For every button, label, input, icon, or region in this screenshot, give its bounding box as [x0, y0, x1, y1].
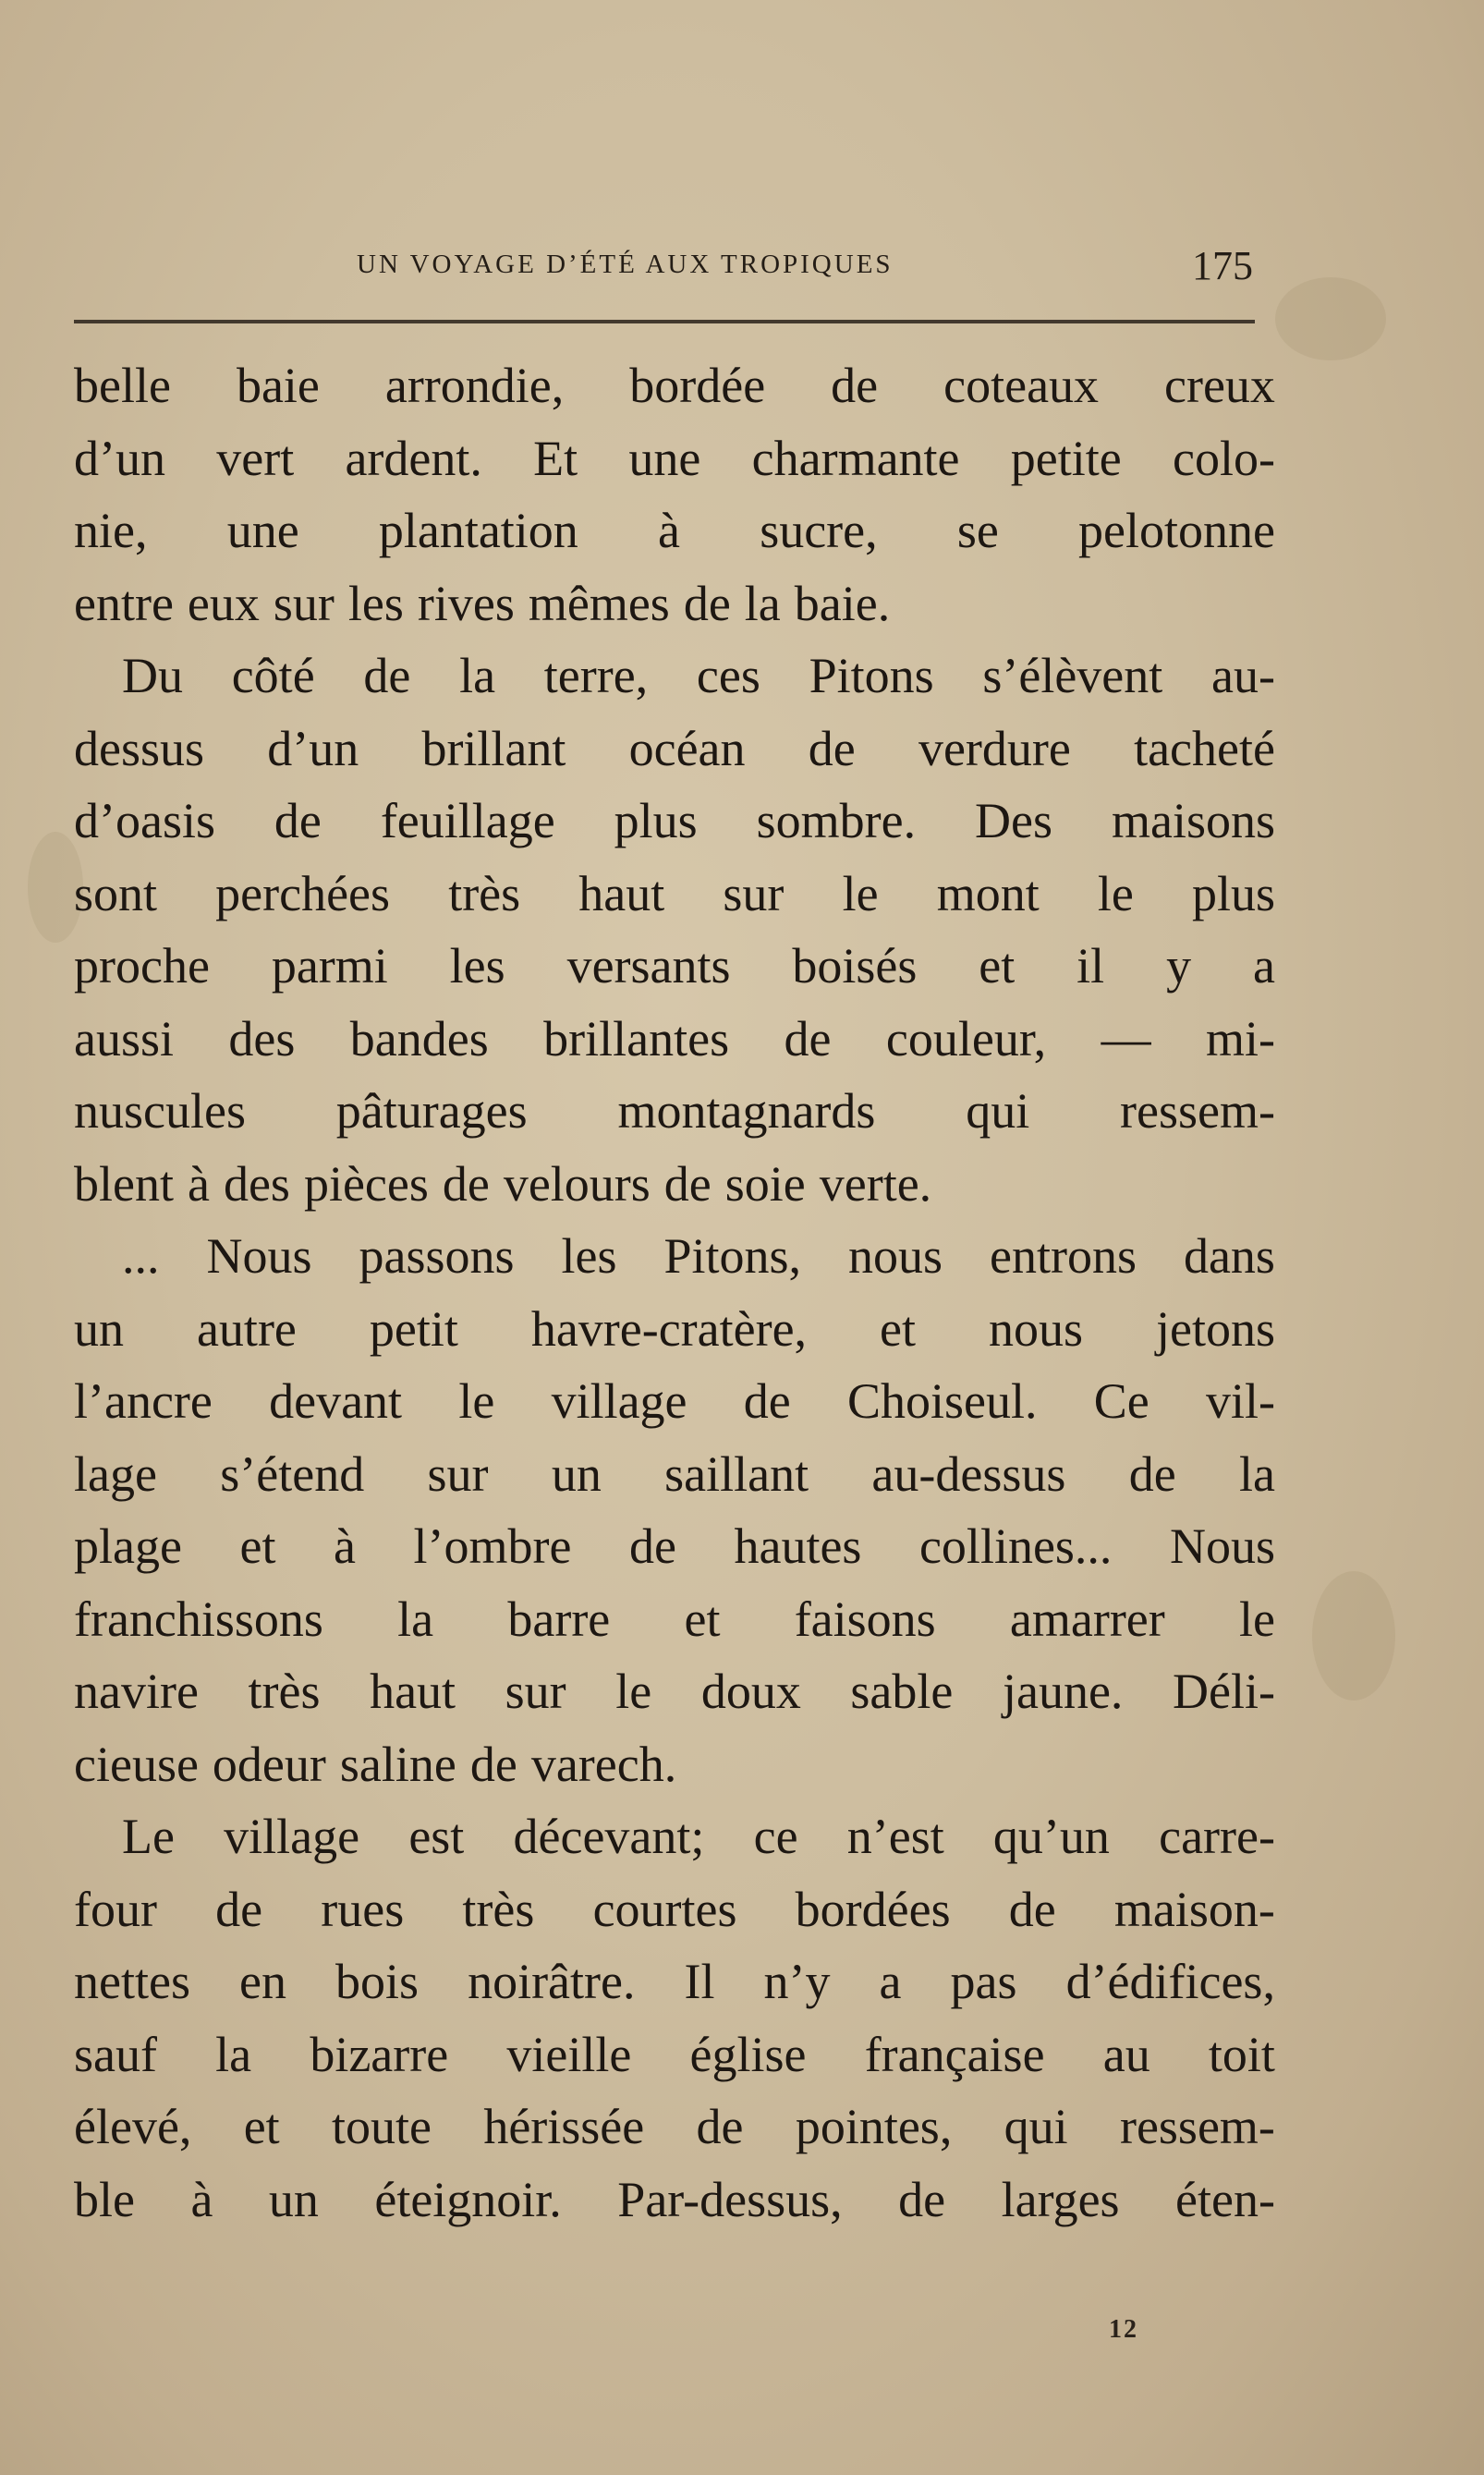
- word: un: [74, 1300, 124, 1357]
- word: n’est: [846, 1809, 944, 1864]
- word: ...: [122, 1228, 160, 1284]
- word: entre: [74, 575, 174, 631]
- word: de: [743, 1373, 791, 1429]
- word: s’élèvent: [982, 648, 1163, 703]
- text-line: [74, 785, 1275, 858]
- word: odeur: [212, 1736, 326, 1792]
- word: cieuse: [74, 1736, 199, 1792]
- text-line: [74, 1873, 1275, 1946]
- word: toit: [1208, 2026, 1275, 2082]
- word: vieille: [506, 2026, 632, 2082]
- word: bizarre: [310, 2026, 449, 2082]
- word: bois: [335, 1954, 420, 2009]
- word: autre: [196, 1300, 297, 1357]
- text-line: [74, 2091, 1275, 2164]
- word: Pitons,: [663, 1228, 802, 1284]
- word: baie.: [794, 575, 891, 631]
- word: de: [898, 2171, 946, 2227]
- word: Du: [122, 648, 183, 703]
- word: Choiseul.: [846, 1373, 1038, 1429]
- word: rives: [417, 575, 515, 631]
- word: il: [1077, 938, 1105, 994]
- word: sur: [505, 1664, 566, 1719]
- word: tacheté: [1134, 720, 1275, 776]
- word: boisés: [792, 938, 918, 994]
- word: éten-: [1175, 2171, 1275, 2227]
- word: des: [228, 1010, 296, 1067]
- word: élevé,: [74, 2099, 192, 2154]
- paper-stain: [1312, 1571, 1395, 1701]
- word: le: [842, 865, 879, 921]
- word: petite: [1010, 430, 1122, 486]
- word: la: [397, 1591, 434, 1647]
- word: faisons: [794, 1591, 936, 1647]
- word: au-dessus: [871, 1445, 1066, 1502]
- word: bordées: [795, 1881, 951, 1937]
- word: carre-: [1159, 1809, 1275, 1864]
- word: Et: [533, 430, 578, 486]
- word: haut: [578, 865, 665, 921]
- word: ressem-: [1120, 1083, 1275, 1139]
- word: qui: [966, 1083, 1030, 1139]
- word: ces: [696, 648, 760, 703]
- text-line: [74, 1438, 1275, 1511]
- word: de: [363, 648, 411, 703]
- word: les: [449, 938, 505, 994]
- word: des: [223, 1155, 290, 1212]
- word: brillant: [421, 720, 566, 776]
- word: nous: [848, 1228, 943, 1284]
- word: à: [187, 1155, 210, 1212]
- word: y: [1166, 938, 1192, 994]
- word: sur: [723, 865, 785, 921]
- running-header: [74, 242, 1275, 288]
- word: terre,: [543, 648, 649, 703]
- text-line: [74, 1003, 1275, 1076]
- word: les: [561, 1228, 617, 1284]
- word: larges: [1001, 2171, 1120, 2227]
- word: village: [224, 1809, 360, 1864]
- word: le: [1097, 865, 1134, 921]
- word: et: [880, 1300, 917, 1357]
- word: sur: [427, 1445, 489, 1502]
- word: verte.: [819, 1155, 932, 1212]
- word: une: [628, 430, 701, 486]
- word: océan: [628, 720, 746, 776]
- word: dessus: [74, 720, 205, 776]
- word: d’un: [267, 720, 359, 776]
- word: la: [215, 2026, 252, 2082]
- word: n’y: [763, 1954, 831, 2009]
- word: perchées: [215, 865, 391, 921]
- word: sable: [850, 1664, 954, 1719]
- word: arrondie,: [384, 358, 565, 413]
- word: de: [696, 2099, 744, 2154]
- word: devant: [269, 1373, 403, 1429]
- word: baie: [236, 358, 320, 413]
- word: proche: [74, 938, 210, 994]
- text-line: [74, 1655, 1275, 1728]
- running-title: UN VOYAGE D’ÉTÉ AUX TROPIQUES: [357, 250, 894, 279]
- text-line: [74, 1148, 1275, 1221]
- word: passons: [359, 1228, 515, 1284]
- word: éteignoir.: [374, 2171, 562, 2227]
- text-line: [74, 1583, 1275, 1656]
- word: jetons: [1155, 1300, 1275, 1357]
- header-rule: [74, 320, 1255, 323]
- word: Nous: [206, 1228, 312, 1284]
- word: barre: [507, 1591, 611, 1647]
- word: charmante: [751, 430, 960, 486]
- word: s’étend: [220, 1445, 365, 1502]
- word: vil-: [1206, 1373, 1275, 1429]
- word: de: [442, 1155, 490, 1212]
- word: à: [190, 2171, 213, 2227]
- word: au: [1102, 2026, 1150, 2082]
- text-line: [74, 1945, 1275, 2018]
- word: plantation: [378, 503, 578, 558]
- word: qui: [1004, 2099, 1068, 2154]
- word: qu’un: [992, 1809, 1110, 1864]
- word: pâturages: [335, 1083, 528, 1139]
- word: d’édifices,: [1065, 1954, 1275, 2009]
- text-line: [74, 494, 1275, 567]
- word: bandes: [349, 1010, 489, 1067]
- word: maison-: [1113, 1881, 1275, 1937]
- word: havre-cratère,: [530, 1300, 808, 1357]
- word: Nous: [1169, 1518, 1275, 1574]
- word: soie: [724, 1155, 806, 1212]
- text-line: [74, 422, 1275, 495]
- word: collines...: [918, 1518, 1113, 1574]
- word: très: [448, 865, 521, 921]
- word: jaune.: [1002, 1664, 1124, 1719]
- word: ardent.: [345, 430, 482, 486]
- word: navire: [74, 1664, 199, 1719]
- word: eux: [187, 575, 260, 631]
- word: de: [215, 1881, 263, 1937]
- word: varech.: [530, 1736, 677, 1792]
- word: un: [268, 2171, 319, 2227]
- word: vert: [216, 430, 295, 486]
- word: nie,: [74, 503, 148, 558]
- word: un: [551, 1445, 602, 1502]
- text-line: [74, 567, 1275, 640]
- word: de: [274, 793, 322, 848]
- word: amarrer: [1009, 1591, 1165, 1647]
- word: maisons: [1111, 793, 1275, 848]
- word: pointes,: [795, 2099, 953, 2154]
- word: a: [879, 1954, 902, 2009]
- word: l’ancre: [74, 1373, 213, 1429]
- word: en: [239, 1954, 286, 2009]
- word: le: [1238, 1591, 1275, 1647]
- text-line: [74, 1728, 1275, 1801]
- word: four: [74, 1881, 157, 1937]
- word: Il: [684, 1954, 715, 2009]
- word: ce: [753, 1809, 798, 1864]
- word: —: [1101, 1010, 1151, 1067]
- word: noirâtre.: [468, 1954, 636, 2009]
- word: petit: [369, 1300, 458, 1357]
- word: hautes: [734, 1518, 862, 1574]
- page-number: 175: [1192, 243, 1253, 288]
- word: saline: [339, 1736, 456, 1792]
- word: décevant;: [513, 1809, 705, 1864]
- text-line: [74, 713, 1275, 786]
- word: franchissons: [74, 1591, 323, 1647]
- word: belle: [74, 358, 171, 413]
- word: coteaux: [943, 358, 1100, 413]
- word: à: [334, 1518, 356, 1574]
- word: couleur,: [885, 1010, 1047, 1067]
- word: se: [956, 503, 999, 558]
- word: d’un: [74, 430, 165, 486]
- word: Des: [975, 793, 1053, 848]
- text-line: [74, 2164, 1275, 2237]
- word: lage: [74, 1445, 157, 1502]
- word: plus: [614, 793, 698, 848]
- word: de: [831, 358, 879, 413]
- word: aussi: [74, 1010, 174, 1067]
- word: Par-dessus,: [617, 2171, 843, 2227]
- word: le: [615, 1664, 652, 1719]
- word: sucre,: [760, 503, 878, 558]
- word: sont: [74, 865, 158, 921]
- word: est: [408, 1809, 465, 1864]
- word: entrons: [990, 1228, 1137, 1284]
- word: a: [1252, 938, 1275, 994]
- word: creux: [1164, 358, 1275, 413]
- text-line: [74, 1365, 1275, 1438]
- word: le: [458, 1373, 495, 1429]
- word: doux: [700, 1664, 801, 1719]
- word: blent: [74, 1155, 174, 1212]
- word: mi-: [1205, 1010, 1275, 1067]
- signature-mark: 12: [1109, 2315, 1138, 2344]
- word: feuillage: [380, 793, 555, 848]
- word: de: [469, 1736, 517, 1792]
- word: ble: [74, 2171, 135, 2227]
- word: la: [459, 648, 496, 703]
- text-line: [74, 1220, 1275, 1293]
- word: très: [248, 1664, 321, 1719]
- word: brillantes: [543, 1010, 730, 1067]
- word: velours: [503, 1155, 651, 1212]
- paper-stain: [1275, 277, 1386, 360]
- text-line: [74, 930, 1275, 1003]
- word: pelotonne: [1078, 503, 1275, 558]
- word: nous: [988, 1300, 1083, 1357]
- text-line: [74, 1075, 1275, 1148]
- word: village: [551, 1373, 687, 1429]
- word: française: [864, 2026, 1045, 2082]
- word: pièces: [303, 1155, 429, 1212]
- word: plus: [1191, 865, 1275, 921]
- word: et: [239, 1518, 276, 1574]
- word: de: [628, 1518, 676, 1574]
- word: une: [226, 503, 299, 558]
- word: sur: [273, 575, 335, 631]
- text-line: [74, 858, 1275, 931]
- text-line: [74, 1800, 1275, 1873]
- word: versants: [566, 938, 731, 994]
- word: toute: [332, 2099, 432, 2154]
- word: pas: [950, 1954, 1017, 2009]
- word: verdure: [918, 720, 1071, 776]
- word: de: [1008, 1881, 1056, 1937]
- body-text: [74, 349, 1275, 2236]
- word: colo-: [1173, 430, 1275, 486]
- text-line: [74, 1293, 1275, 1366]
- word: à: [658, 503, 680, 558]
- word: mêmes: [528, 575, 670, 631]
- word: de: [1128, 1445, 1176, 1502]
- word: bordée: [629, 358, 766, 413]
- word: hérissée: [483, 2099, 645, 2154]
- word: église: [689, 2026, 807, 2082]
- word: et: [684, 1591, 721, 1647]
- word: très: [462, 1881, 535, 1937]
- word: la: [1238, 1445, 1275, 1502]
- text-line: [74, 2018, 1275, 2091]
- word: nuscules: [74, 1083, 246, 1139]
- word: Ce: [1093, 1373, 1149, 1429]
- text-line: [74, 349, 1275, 422]
- word: montagnards: [617, 1083, 876, 1139]
- word: rues: [321, 1881, 405, 1937]
- word: l’ombre: [413, 1518, 572, 1574]
- text-line: [74, 640, 1275, 713]
- word: parmi: [271, 938, 388, 994]
- word: sauf: [74, 2026, 157, 2082]
- word: courtes: [592, 1881, 737, 1937]
- word: de: [683, 575, 731, 631]
- word: dans: [1183, 1228, 1275, 1284]
- word: ressem-: [1119, 2099, 1275, 2154]
- word: Le: [122, 1809, 175, 1864]
- word: Déli-: [1173, 1664, 1275, 1719]
- word: sombre.: [756, 793, 917, 848]
- text-line: [74, 1510, 1275, 1583]
- word: de: [784, 1010, 832, 1067]
- word: et: [979, 938, 1016, 994]
- word: côté: [231, 648, 315, 703]
- word: d’oasis: [74, 793, 215, 848]
- word: plage: [74, 1518, 182, 1574]
- word: de: [808, 720, 856, 776]
- word: nettes: [74, 1954, 190, 2009]
- word: la: [744, 575, 781, 631]
- word: saillant: [664, 1445, 809, 1502]
- word: de: [663, 1155, 712, 1212]
- word: haut: [370, 1664, 456, 1719]
- word: et: [243, 2099, 280, 2154]
- word: Pitons: [809, 648, 934, 703]
- word: mont: [936, 865, 1040, 921]
- word: au-: [1210, 648, 1275, 703]
- word: les: [347, 575, 404, 631]
